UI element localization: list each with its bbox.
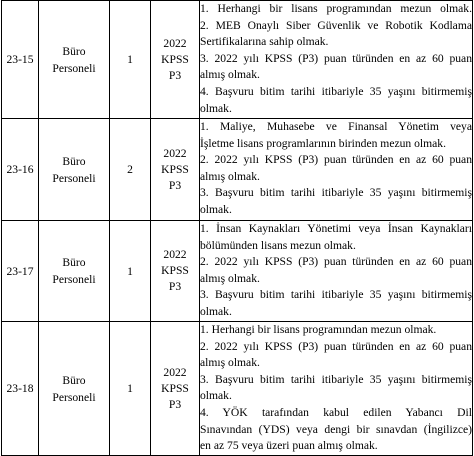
- position-code: 23-16: [2, 119, 39, 221]
- exam-name: KPSS: [161, 264, 189, 277]
- exam-type: [151, 119, 200, 221]
- position-title-line: Büro: [62, 256, 86, 269]
- exam-score-type: P3: [168, 280, 182, 293]
- position-code: 23-17: [2, 221, 39, 322]
- requirement-line: bölümünden lisans mezun olmak.: [200, 238, 356, 252]
- exam-name: KPSS: [161, 52, 189, 66]
- requirement-line: 2. 2022 yılı KPSS (P3) puan türünden en az 60 puan: [200, 153, 472, 167]
- requirement-line: 4. Başvuru bitim tarihi itibariyle 35 yaşını bitirmemiş: [200, 84, 472, 98]
- position-title-line: Personeli: [52, 273, 96, 286]
- exam-year: 2022: [163, 365, 187, 379]
- requirement-line: almış olmak.: [200, 356, 260, 370]
- requirement-line: 3. Başvuru bitim tarihi itibariyle 35 yaşını bitirmemiş: [200, 372, 472, 386]
- requirement-line: 3. 2022 yılı KPSS (P3) puan türünden en az 60 puan: [200, 51, 472, 65]
- exam-name: KPSS: [161, 381, 189, 395]
- position-title-line: Büro: [62, 373, 86, 387]
- exam-score-type: P3: [168, 178, 182, 192]
- exam-type: [151, 1, 200, 119]
- requirement-line: 1. Herhangi bir lisans programından mezun olmak.: [200, 2, 472, 15]
- requirement-line: olmak.: [200, 202, 232, 216]
- requirement-line: 3. Başvuru bitim tarihi itibariyle 35 yaşını bitirmemiş: [200, 186, 472, 200]
- requirement-line: Sınavından (YDS) veya dengi bir sınavdan (İngilizce): [200, 422, 472, 436]
- position-title-line: Büro: [62, 154, 86, 168]
- position-count: 1: [110, 322, 151, 456]
- requirements-cell: [200, 322, 473, 456]
- requirement-line: en az 75 veya üzeri puan almış olmak.: [200, 439, 378, 453]
- requirement-line: olmak.: [200, 101, 232, 115]
- requirement-line: 2. 2022 yılı KPSS (P3) puan türünden en az 60 puan: [200, 255, 472, 269]
- requirement-line: Sertifikalarına sahip olmak.: [200, 35, 329, 49]
- table-row: [2, 221, 473, 322]
- table-row: [2, 1, 473, 119]
- exam-year: 2022: [163, 248, 187, 261]
- position-title-line: Büro: [62, 44, 86, 58]
- exam-score-type: P3: [168, 397, 182, 411]
- requirement-line: 2. MEB Onaylı Siber Güvenlik ve Robotik Kodlama: [200, 18, 472, 32]
- position-title-line: Personeli: [52, 390, 96, 404]
- position-code: 23-18: [2, 322, 39, 456]
- requirement-line: 4. YÖK tarafından kabul edilen Yabancı Dil: [200, 405, 472, 419]
- table-row: [2, 119, 473, 221]
- requirement-line: 1. İnsan Kaynakları Yönetimi veya İnsan Kaynakları: [200, 222, 472, 235]
- requirement-line: almış olmak.: [200, 169, 260, 183]
- position-title: [39, 221, 110, 322]
- exam-score-type: P3: [168, 68, 182, 82]
- requirements-cell: [200, 221, 473, 322]
- requirement-line: almış olmak.: [200, 68, 260, 82]
- position-count: 1: [110, 221, 151, 322]
- position-title: [39, 1, 110, 119]
- requirements-cell: [200, 1, 473, 119]
- requirements-table: [1, 0, 473, 456]
- requirement-line: 3. Başvuru bitim tarihi itibariyle 35 yaşını bitirmemiş: [200, 288, 472, 302]
- requirements-cell: [200, 119, 473, 221]
- requirement-line: 1. Maliye, Muhasebe ve Finansal Yönetim veya: [200, 120, 472, 133]
- exam-year: 2022: [163, 146, 187, 160]
- position-title-line: Personeli: [52, 171, 96, 185]
- requirement-line: olmak.: [200, 389, 232, 403]
- table-row: [2, 322, 473, 456]
- exam-name: KPSS: [161, 162, 189, 176]
- requirement-line: almış olmak.: [200, 271, 260, 285]
- position-count: 2: [110, 119, 151, 221]
- position-title: [39, 119, 110, 221]
- requirement-line: 2. 2022 yılı KPSS (P3) puan türünden en az 60 puan: [200, 339, 472, 353]
- requirement-line: İşletme lisans programlarının birinden mezun olmak.: [200, 136, 446, 150]
- requirement-line: olmak.: [200, 304, 232, 318]
- exam-type: [151, 221, 200, 322]
- position-count: 1: [110, 1, 151, 119]
- requirement-line: 1. Herhangi bir lisans programından mezun olmak.: [200, 323, 437, 336]
- position-title-line: Personeli: [52, 61, 96, 75]
- exam-type: [151, 322, 200, 456]
- exam-year: 2022: [163, 36, 187, 50]
- position-title: [39, 322, 110, 456]
- position-code: 23-15: [2, 1, 39, 119]
